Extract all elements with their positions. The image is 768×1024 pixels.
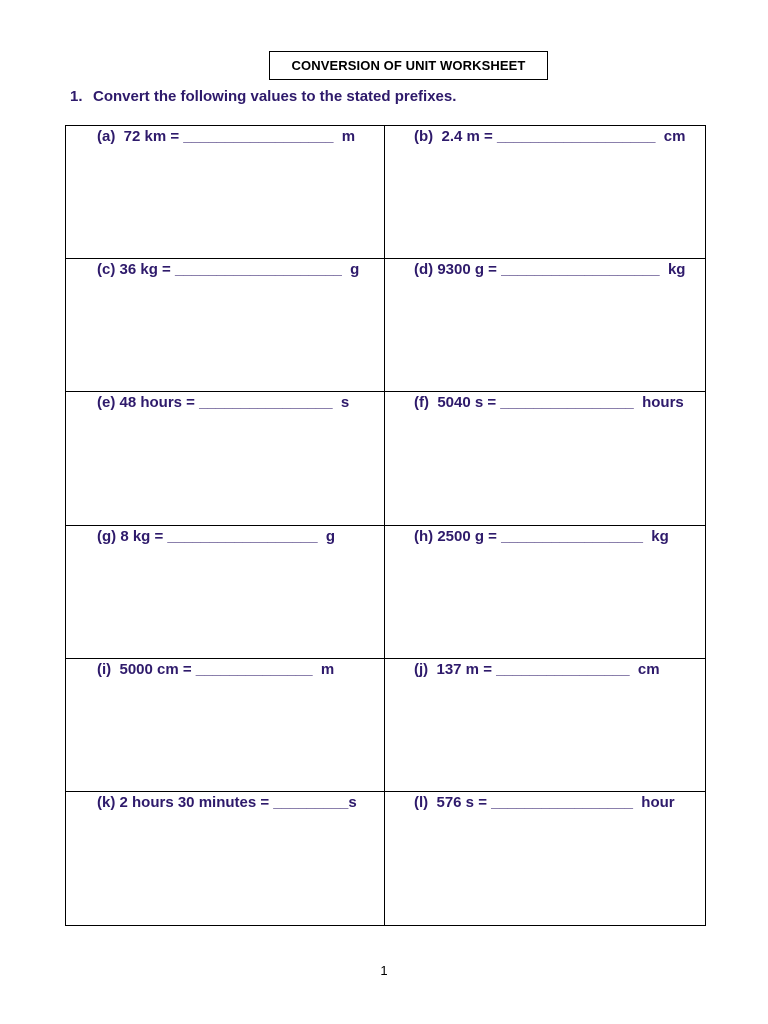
problem-l: (l) 576 s = _________________ hour — [414, 793, 675, 811]
problem-k: (k) 2 hours 30 minutes = _________s — [97, 793, 357, 811]
question-number: 1. — [70, 88, 83, 105]
answer-cell-g — [66, 526, 385, 659]
problem-j: (j) 137 m = ________________ cm — [414, 660, 660, 678]
problem-i: (i) 5000 cm = ______________ m — [97, 660, 335, 678]
answer-cell-i — [66, 659, 385, 792]
worksheet-title: CONVERSION OF UNIT WORKSHEET — [269, 51, 548, 80]
problem-b: (b) 2.4 m = ___________________ cm — [414, 128, 686, 145]
answer-cell-l — [385, 792, 705, 925]
answer-cell-e — [66, 392, 385, 525]
answer-cell-d — [385, 259, 705, 392]
problem-a: (a) 72 km = __________________ m — [97, 128, 356, 145]
page-number: 1 — [380, 963, 388, 978]
answer-cell-j — [385, 659, 705, 792]
answer-cell-h — [385, 526, 705, 659]
problem-c: (c) 36 kg = ____________________ g — [97, 261, 360, 279]
problem-d: (d) 9300 g = ___________________ kg — [414, 261, 686, 279]
question-text: Convert the following values to the stated prefixes. — [93, 88, 457, 105]
answer-grid — [65, 125, 706, 926]
problem-h: (h) 2500 g = _________________ kg — [414, 527, 669, 545]
problem-g: (g) 8 kg = __________________ g — [97, 527, 336, 545]
answer-cell-c — [66, 259, 385, 392]
answer-cell-f — [385, 392, 705, 525]
answer-cell-b — [385, 126, 705, 259]
answer-cell-k — [66, 792, 385, 925]
problem-f: (f) 5040 s = ________________ hours — [414, 394, 684, 412]
problem-e: (e) 48 hours = ________________ s — [97, 394, 350, 412]
answer-cell-a — [66, 126, 385, 259]
question-1 — [70, 88, 456, 105]
